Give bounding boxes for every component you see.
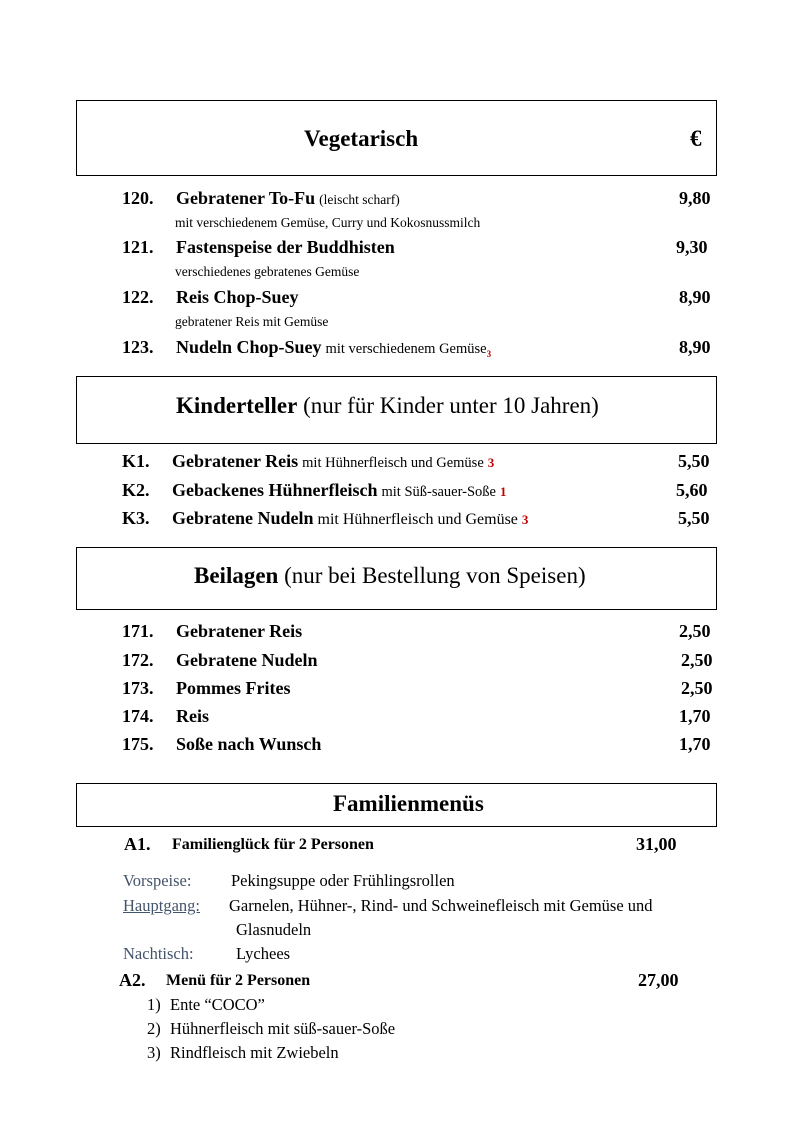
kinderteller-heading	[176, 393, 599, 419]
item-description: mit verschiedenem Gemüse, Curry und Kokosnussmilch	[175, 215, 481, 230]
item-name-line	[176, 337, 491, 359]
item-name-line	[176, 188, 400, 209]
item-number: 123.	[122, 337, 154, 357]
hauptgang-label: Hauptgang:	[123, 896, 200, 915]
item-price: 9,30	[676, 237, 708, 257]
item-number: 175.	[122, 734, 154, 754]
item-name: Soße nach Wunsch	[176, 734, 322, 754]
allergen-marker: 1	[500, 484, 507, 499]
item-price: 9,80	[679, 188, 711, 208]
beilagen-subtitle: (nur bei Bestellung von Speisen)	[284, 563, 586, 588]
hauptgang-text-line2: Glasnudeln	[236, 920, 312, 939]
item-price: 5,50	[678, 451, 710, 471]
item-name: Gebratener To-Fu	[176, 188, 316, 208]
item-description: verschiedenes gebratenes Gemüse	[175, 264, 360, 279]
item-name: Nudeln Chop-Suey	[176, 337, 322, 357]
vegetarisch-title: Vegetarisch	[304, 126, 419, 151]
item-price: 5,60	[676, 480, 708, 500]
item-price: 2,50	[679, 621, 711, 641]
item-name: Gebackenes Hühnerfleisch	[172, 480, 378, 500]
item-note: mit Hühnerfleisch und Gemüse	[302, 455, 484, 471]
item-note: mit Süß-sauer-Soße	[381, 484, 496, 500]
item-note: (leischt scharf)	[319, 192, 400, 207]
item-price: 2,50	[681, 678, 713, 698]
allergen-marker: 3	[487, 455, 495, 470]
item-number: 173.	[122, 678, 154, 698]
allergen-marker: 3	[486, 349, 492, 360]
item-name: Fastenspeise der Buddhisten	[176, 237, 395, 257]
menu-price: 27,00	[638, 970, 679, 990]
item-name-line	[172, 508, 528, 529]
item-name: Pommes Frites	[176, 678, 291, 698]
menu-name: Menü für 2 Personen	[166, 972, 311, 989]
item-price: 5,50	[678, 508, 710, 528]
menu-number: A1.	[124, 834, 151, 854]
course-number: 3)	[147, 1043, 161, 1062]
item-name-line	[172, 451, 494, 472]
beilagen-title: Beilagen	[194, 563, 279, 588]
item-name: Reis	[176, 706, 209, 726]
course-number: 1)	[147, 995, 161, 1014]
item-name: Gebratene Nudeln	[176, 650, 318, 670]
item-number: 122.	[122, 287, 154, 307]
course-number: 2)	[147, 1019, 161, 1038]
vorspeise-text: Pekingsuppe oder Frühlingsrollen	[231, 871, 455, 890]
item-number: 171.	[122, 621, 154, 641]
item-number: K3.	[122, 508, 150, 528]
currency-symbol: €	[690, 126, 702, 151]
item-name: Reis Chop-Suey	[176, 287, 299, 307]
item-name: Gebratener Reis	[176, 621, 303, 641]
item-note: mit verschiedenem Gemüse	[325, 341, 487, 357]
item-number: 121.	[122, 237, 154, 257]
item-price: 8,90	[679, 337, 711, 357]
allergen-marker: 3	[521, 512, 529, 527]
nachtisch-text: Lychees	[236, 944, 291, 963]
course-text: Ente “COCO”	[170, 995, 265, 1014]
item-price: 1,70	[679, 706, 711, 726]
item-price: 2,50	[681, 650, 713, 670]
item-price: 1,70	[679, 734, 711, 754]
item-name: Gebratene Nudeln	[172, 508, 314, 528]
course-text: Rindfleisch mit Zwiebeln	[170, 1043, 339, 1062]
item-number: 120.	[122, 188, 154, 208]
menu-number: A2.	[119, 970, 146, 990]
hauptgang-text-line1: Garnelen, Hühner-, Rind- und Schweinefleisch mit Gemüse und	[229, 896, 653, 915]
menu-name: Familienglück für 2 Personen	[172, 836, 374, 853]
item-note: mit Hühnerfleisch und Gemüse	[317, 511, 518, 528]
item-number: 174.	[122, 706, 154, 726]
item-name-line	[172, 480, 507, 501]
item-number: 172.	[122, 650, 154, 670]
kinderteller-title: Kinderteller	[176, 393, 298, 418]
beilagen-heading	[194, 563, 586, 589]
course-text: Hühnerfleisch mit süß-sauer-Soße	[170, 1019, 396, 1038]
item-name: Gebratener Reis	[172, 451, 299, 471]
item-number: K2.	[122, 480, 150, 500]
item-price: 8,90	[679, 287, 711, 307]
item-number: K1.	[122, 451, 150, 471]
kinderteller-subtitle: (nur für Kinder unter 10 Jahren)	[303, 393, 599, 418]
item-description: gebratener Reis mit Gemüse	[175, 314, 329, 329]
vorspeise-label: Vorspeise:	[123, 871, 192, 890]
nachtisch-label: Nachtisch:	[123, 944, 194, 963]
menu-price: 31,00	[636, 834, 677, 854]
familienmenus-title: Familienmenüs	[333, 791, 484, 816]
